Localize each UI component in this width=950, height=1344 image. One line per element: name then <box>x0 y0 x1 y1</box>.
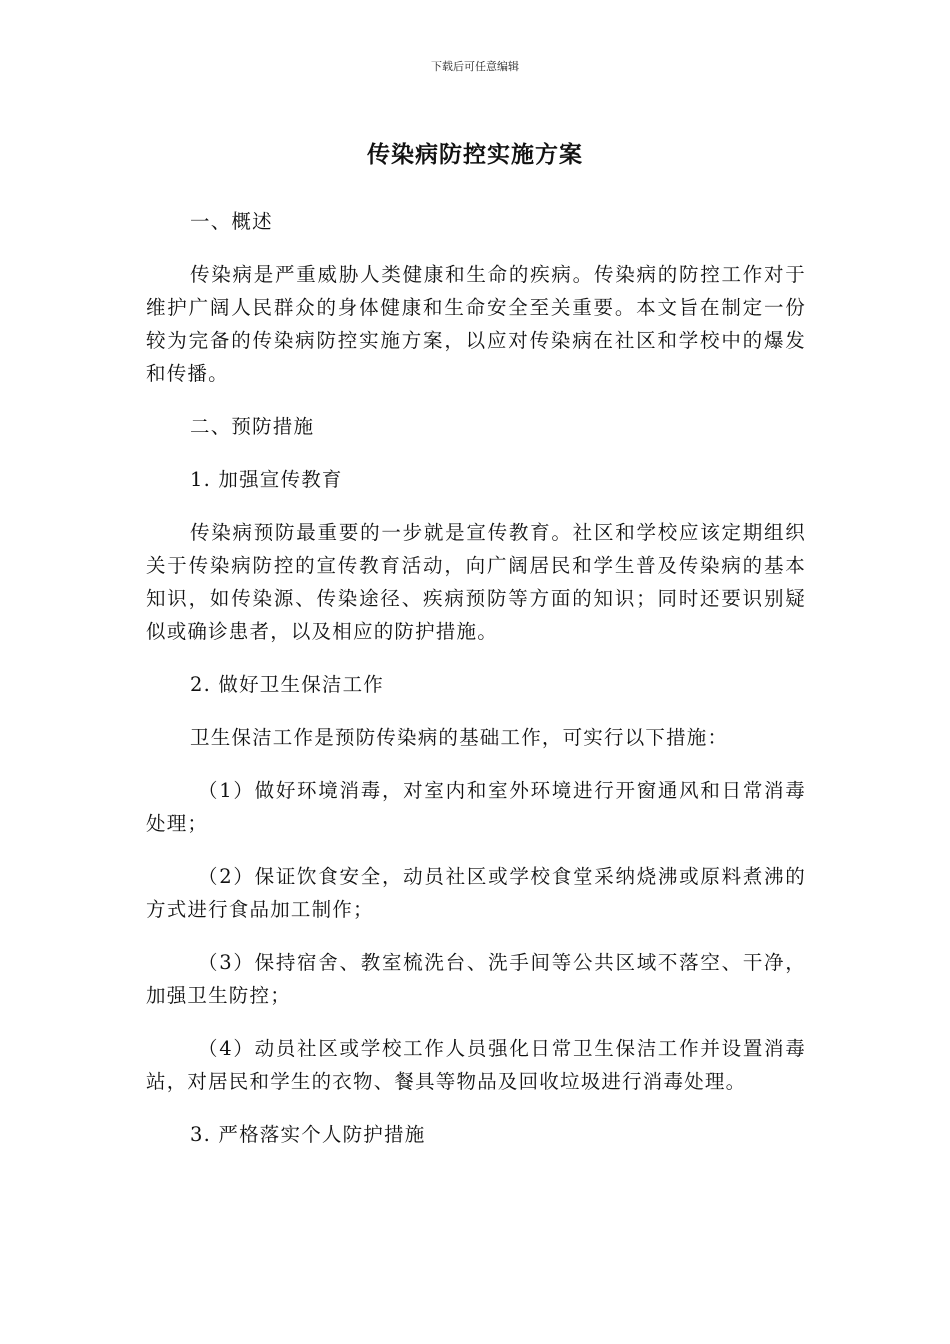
section-heading-overview: 一、概述 <box>190 210 273 233</box>
header-note: 下载后可任意编辑 <box>431 60 519 73</box>
subheading-hygiene-cleaning: 2. 做好卫生保洁工作 <box>190 673 385 696</box>
list-item: （2）保证饮食安全，动员社区或学校食堂采纳烧沸或原料煮沸的方式进行食品加工制作； <box>146 865 806 921</box>
paragraph-publicity-education: 传染病预防最重要的一步就是宣传教育。社区和学校应该定期组织关于传染病防控的宣传教育活动，向广阔居民和学生普及传染病的基本知识，如传染源、传染途径、疾病预防等方面的知识；同时还要识别疑似或确诊患者，以及相应的防护措施。 <box>146 521 806 643</box>
subheading-personal-protection: 3. 严格落实个人防护措施 <box>190 1123 426 1146</box>
list-item: （4）动员社区或学校工作人员强化日常卫生保洁工作并设置消毒站，对居民和学生的衣物、餐具等物品及回收垃圾进行消毒处理。 <box>146 1037 806 1093</box>
section-heading-prevention: 二、预防措施 <box>190 415 315 438</box>
subheading-publicity-education: 1. 加强宣传教育 <box>190 468 343 491</box>
paragraph-overview: 传染病是严重威胁人类健康和生命的疾病。传染病的防控工作对于维护广阔人民群众的身体健康和生命安全至关重要。本文旨在制定一份较为完备的传染病防控实施方案，以应对传染病在社区和学校中的爆发和传播。 <box>146 263 806 385</box>
list-item: （1）做好环境消毒，对室内和室外环境进行开窗通风和日常消毒处理； <box>146 779 806 835</box>
paragraph-hygiene-intro: 卫生保洁工作是预防传染病的基础工作，可实行以下措施： <box>190 726 729 749</box>
list-item: （3）保持宿舍、教室梳洗台、洗手间等公共区域不落空、干净，加强卫生防控； <box>146 951 806 1007</box>
document-title: 传染病防控实施方案 <box>367 142 583 168</box>
document-body <box>146 205 806 1171</box>
